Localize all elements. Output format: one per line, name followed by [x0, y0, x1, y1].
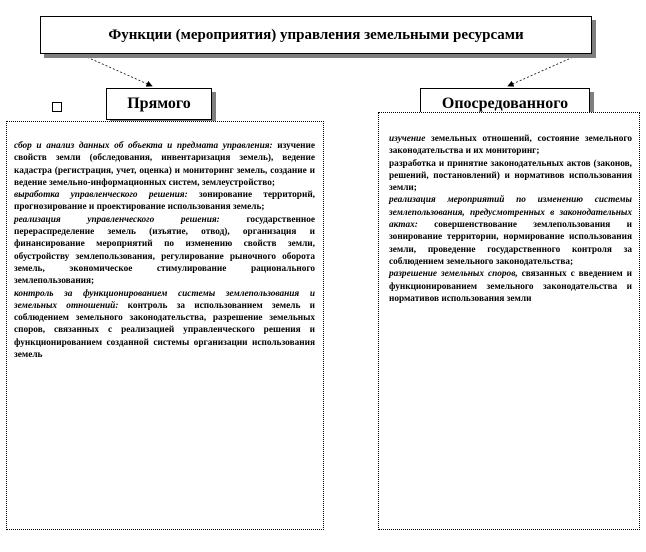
diagram-title: Функции (мероприятия) управления земельными ресурсами: [108, 26, 524, 43]
indirect-item-text: совершенствование землепользования и зонирование территории, нормирование использования земли, проведение государственного контроля за соблюдением земельного законодательства;: [389, 220, 632, 267]
direct-item-heading: сбор и анализ данных об объекта и предмата управления:: [14, 141, 273, 151]
direct-item: [14, 140, 315, 189]
direct-item-text: контроль за использованием земель и соблюдением земельного законодательства, разрешение земельных споров, связанных с реализацией управленческого решения и функционированием созданной системы организации использования земель: [14, 300, 315, 361]
indirect-item-text: разработка и принятие законодательных актов (законов, решений, постановлений) и нормативов использования земли;: [389, 158, 632, 194]
direct-item: [14, 214, 315, 288]
direct-item-heading: контроль за функционированием системы землепользования и земельных отношений:: [14, 288, 315, 311]
arrow-to-indirect: [508, 54, 580, 86]
indirect-label: Опосредованного: [441, 95, 569, 112]
indirect-item-heading: разрешение земельных споров,: [389, 269, 518, 280]
indirect-item: [389, 133, 632, 158]
direct-item-text: изучение свойств земли (обследования, инвентаризация земель), ведение кадастра (регистрация, учет, оценка) и мониторинг земель, создание и ведение земельно-информационных систем, землеустройство;: [14, 141, 315, 188]
indirect-item: [389, 158, 632, 195]
direct-management-box: [106, 88, 212, 120]
direct-item-text: государственное перераспределение земель (изъятие, отвод), организация и финансирование мероприятий по изменению свойств земли, обустройству землепользования, регулирование рыночного оборота земель, экономическое стимулирование рационального землепользования;: [14, 214, 315, 287]
indirect-item-heading: изучение: [389, 134, 426, 144]
direct-item-heading: выработка управленческого решения:: [14, 190, 188, 201]
indirect-item-text: связанных с введением и функционированием земельного законодательства и нормативов использования земли: [389, 269, 633, 304]
direct-item-heading: реализация управленческого решения:: [14, 214, 220, 225]
indirect-item: [389, 194, 632, 268]
direct-item: [14, 288, 315, 362]
checkbox-marker: [52, 102, 62, 112]
indirect-item-text: земельных отношений, состояние земельного законодательства и их мониторинг;: [389, 134, 632, 157]
arrow-to-direct: [80, 54, 152, 86]
direct-item-text: зонирование территорий, прогнозирование и проектирование использования земель;: [14, 190, 316, 213]
indirect-item: [389, 268, 632, 305]
direct-functions-panel: [6, 121, 324, 530]
title-box: [40, 16, 592, 54]
indirect-item-heading: реализация мероприятий по изменению системы землепользования, предусмотренных в законодательных актах:: [389, 195, 632, 231]
direct-label: Прямого: [127, 95, 191, 112]
direct-item: [14, 189, 315, 214]
indirect-functions-panel: [378, 112, 640, 530]
